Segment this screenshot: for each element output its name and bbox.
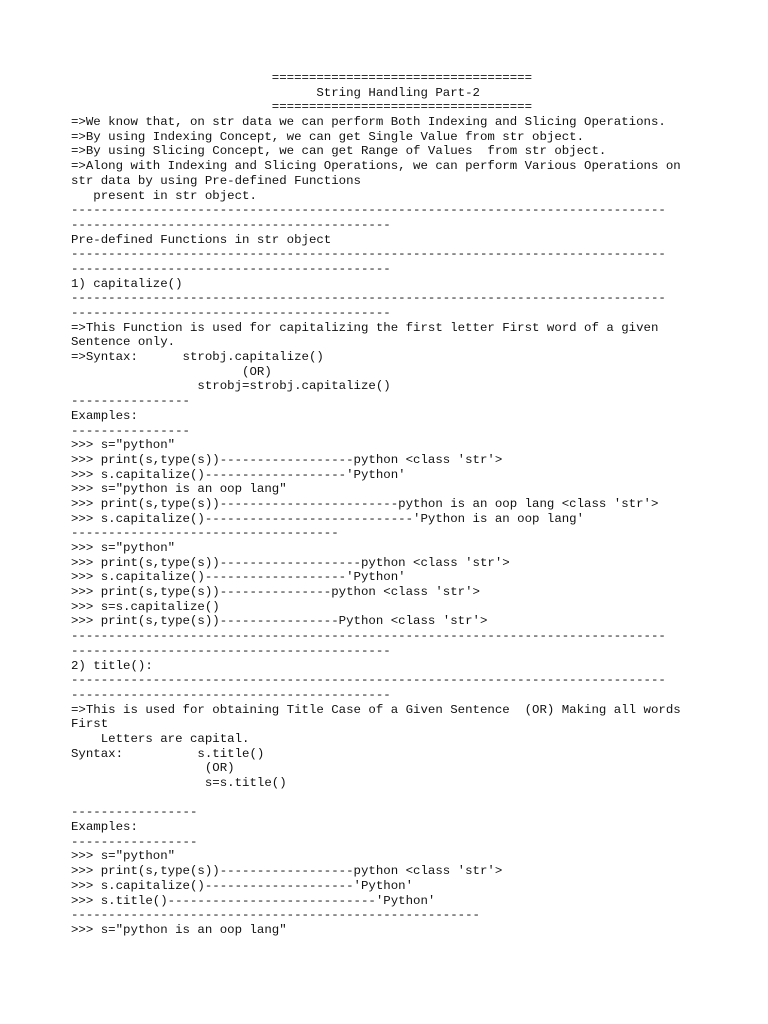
- document-line: s=s.title(): [71, 776, 287, 790]
- document-line: =>By using Slicing Concept, we can get Range of Values from str object.: [71, 144, 607, 159]
- document-line: --------------------------------------------------------------------------------: [71, 629, 666, 644]
- document-body: [71, 71, 761, 938]
- document-page: [71, 71, 761, 938]
- document-line: >>> s.capitalize()-------------------'Python': [71, 467, 406, 482]
- document-line: ----------------: [71, 394, 190, 409]
- document-line: >>> print(s,type(s))---------------python <class 'str'>: [71, 585, 480, 600]
- document-line: -------------------------------------------------------: [71, 908, 480, 923]
- document-line: First: [71, 717, 109, 732]
- document-line: (OR): [71, 761, 235, 776]
- document-line: 2) title():: [71, 658, 153, 673]
- document-line: str data by using Pre-defined Functions: [71, 173, 361, 188]
- document-line: =>We know that, on str data we can perform Both Indexing and Slicing Operations.: [71, 115, 666, 130]
- document-line: (OR): [71, 364, 272, 379]
- document-line: --------------------------------------------------------------------------------: [71, 247, 666, 262]
- document-line: Sentence only.: [71, 335, 176, 350]
- document-line: >>> s="python": [71, 541, 176, 555]
- document-line: >>> s="python is an oop lang": [71, 922, 287, 937]
- document-line: -----------------: [71, 834, 198, 849]
- document-line: >>> print(s,type(s))------------------python <class 'str'>: [71, 864, 503, 879]
- document-line: >>> print(s,type(s))------------------------python is an oop lang <class 'str'>: [71, 496, 659, 511]
- document-line: >>> s="python": [71, 849, 176, 864]
- document-line: ===================================: [71, 71, 533, 85]
- document-line: ------------------------------------: [71, 526, 339, 541]
- document-line: strobj=strobj.capitalize(): [71, 379, 391, 394]
- document-line: ===================================: [71, 100, 533, 115]
- document-line: -------------------------------------------: [71, 687, 391, 702]
- document-line: present in str object.: [71, 188, 257, 203]
- document-line: >>> s="python": [71, 438, 176, 453]
- document-line: -------------------------------------------: [71, 643, 391, 658]
- document-line: >>> s.capitalize()-------------------'Python': [71, 570, 406, 585]
- document-line: Pre-defined Functions in str object: [71, 232, 332, 247]
- document-line: -------------------------------------------: [71, 217, 391, 232]
- document-line: >>> print(s,type(s))------------------python <class 'str'>: [71, 452, 503, 467]
- document-line: >>> print(s,type(s))----------------Python <class 'str'>: [71, 614, 488, 629]
- document-line: >>> s.capitalize()----------------------------'Python is an oop lang': [71, 511, 585, 526]
- document-line: 1) capitalize(): [71, 276, 183, 291]
- document-line: [71, 791, 761, 806]
- document-line: ----------------: [71, 423, 190, 438]
- document-line: >>> s.capitalize()--------------------'Python': [71, 878, 414, 893]
- document-line: --------------------------------------------------------------------------------: [71, 291, 666, 306]
- document-line: =>By using Indexing Concept, we can get Single Value from str object.: [71, 129, 585, 144]
- document-line: -------------------------------------------: [71, 261, 391, 276]
- document-line: --------------------------------------------------------------------------------: [71, 203, 666, 218]
- document-line: >>> print(s,type(s))-------------------python <class 'str'>: [71, 555, 510, 570]
- document-line: String Handling Part-2: [71, 85, 480, 100]
- document-line: Examples:: [71, 820, 138, 835]
- document-line: =>This Function is used for capitalizing the first letter First word of a given: [71, 320, 659, 335]
- document-line: Letters are capital.: [71, 731, 250, 746]
- document-line: =>This is used for obtaining Title Case of a Given Sentence (OR) Making all words: [71, 702, 681, 717]
- document-line: --------------------------------------------------------------------------------: [71, 673, 666, 688]
- document-line: >>> s.title()----------------------------'Python': [71, 893, 436, 908]
- document-line: =>Syntax: strobj.capitalize(): [71, 350, 324, 365]
- document-line: Examples:: [71, 408, 138, 423]
- document-line: -------------------------------------------: [71, 306, 391, 320]
- document-line: =>Along with Indexing and Slicing Operations, we can perform Various Operations on: [71, 159, 681, 174]
- document-line: >>> s=s.capitalize(): [71, 599, 220, 614]
- document-line: >>> s="python is an oop lang": [71, 482, 287, 497]
- document-line: Syntax: s.title(): [71, 746, 265, 761]
- document-line: -----------------: [71, 805, 198, 820]
